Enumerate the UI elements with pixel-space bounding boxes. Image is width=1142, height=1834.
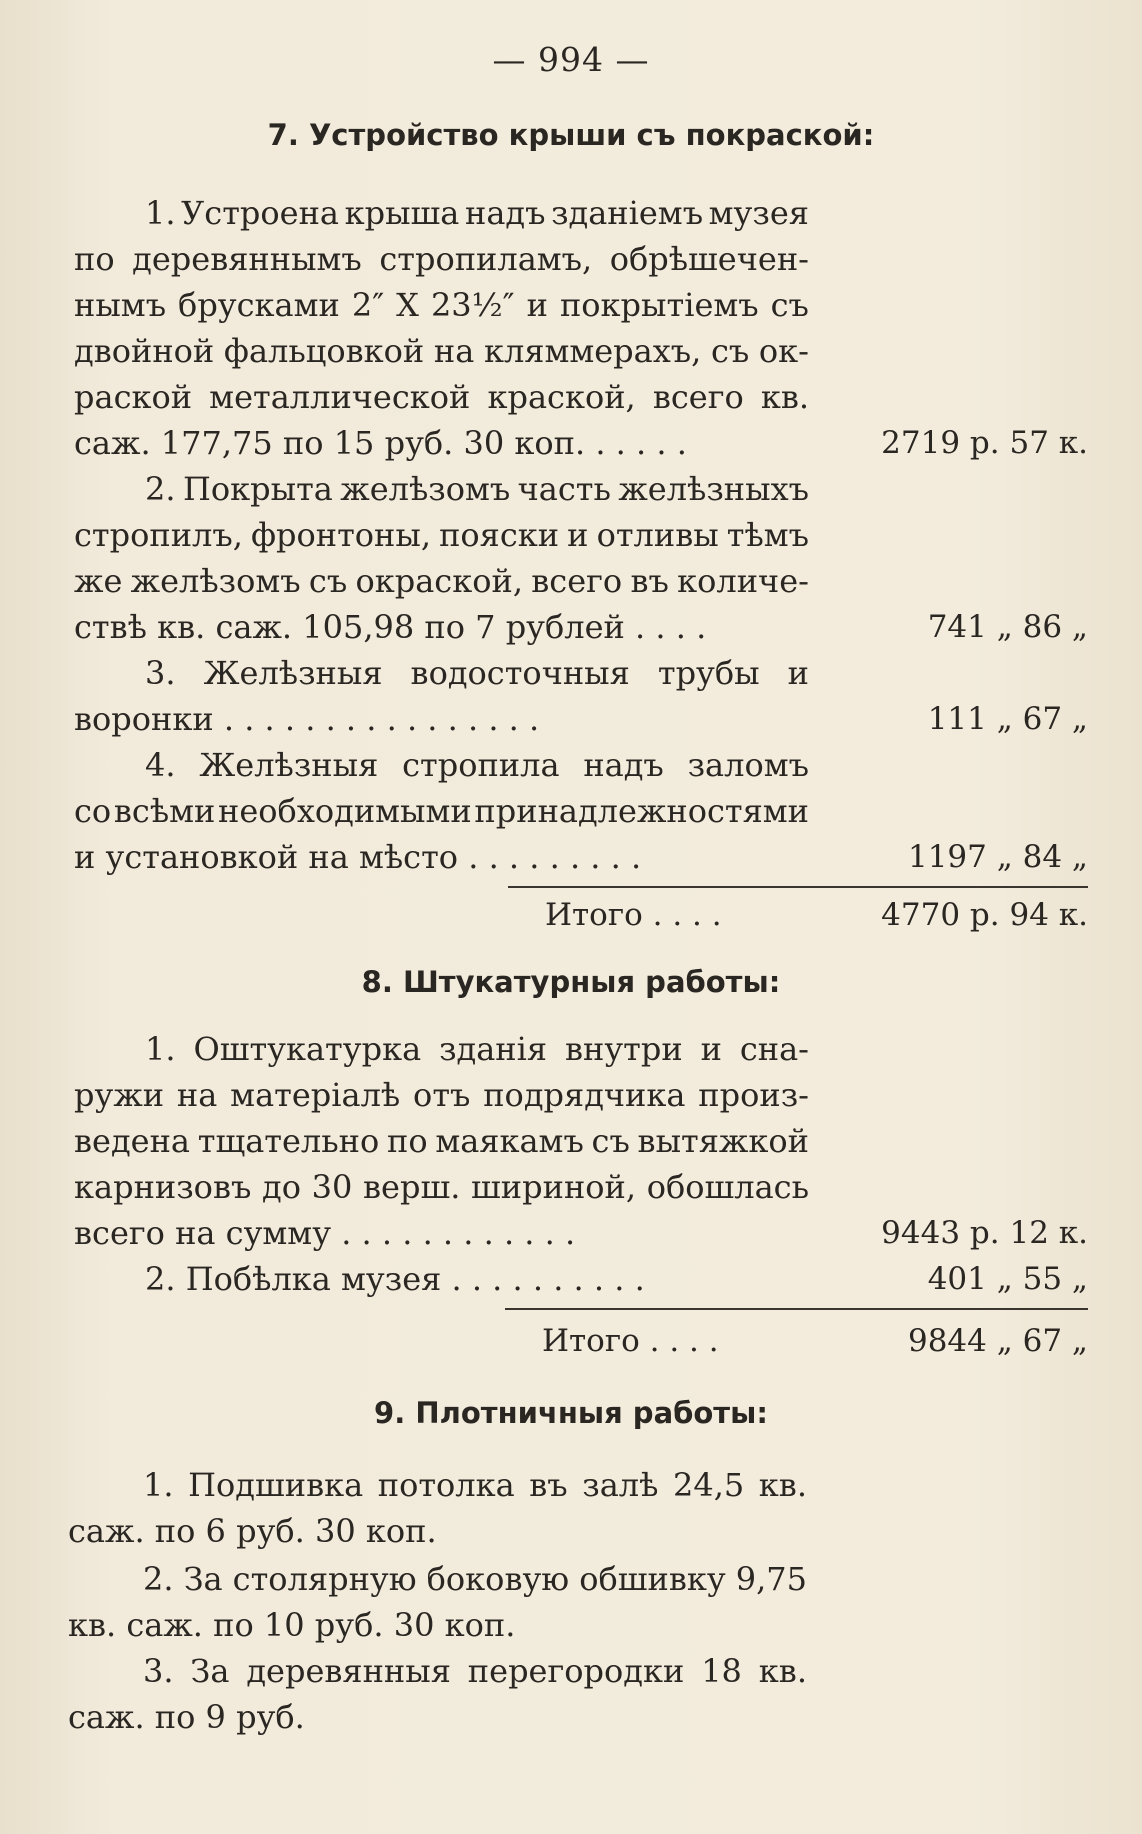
text-line: двойной фальцовкой на кляммерахъ, съ ок- bbox=[74, 332, 809, 370]
text-line: 3. За деревянныя перегородки 18 кв. bbox=[143, 1652, 807, 1690]
page-number: — 994 — bbox=[492, 40, 650, 79]
section-8-heading: 8. Штукатурныя работы: bbox=[361, 965, 781, 999]
text-line: кв. саж. по 10 руб. 30 коп. bbox=[68, 1606, 516, 1644]
section-9-heading: 9. Плотничныя работы: bbox=[374, 1396, 768, 1430]
text-line: 3. Желѣзныя водосточныя трубы и bbox=[145, 654, 809, 692]
text-line: 2. За столярную боковую обшивку 9,75 bbox=[143, 1560, 807, 1598]
section-7-heading: 7. Устройство крыши съ покраской: bbox=[267, 118, 875, 152]
text-line: 4. Желѣзныя стропила надъ заломъ bbox=[145, 746, 809, 784]
text-line: саж. по 6 руб. 30 коп. bbox=[68, 1512, 437, 1550]
sum-rule bbox=[508, 886, 1088, 888]
text-line: 1. Оштукатурка зданія внутри и сна- bbox=[145, 1030, 809, 1068]
amount: 1197 „ 84 „ bbox=[907, 839, 1088, 875]
amount: 9443 р. 12 к. bbox=[881, 1215, 1088, 1251]
text-line: всего на сумму . . . . . . . . . . . . bbox=[74, 1214, 576, 1252]
amount: 111 „ 67 „ bbox=[927, 701, 1088, 737]
text-line: саж. по 9 руб. bbox=[68, 1698, 305, 1736]
text-line: нымъ брусками 2″ X 23½″ и покрытіемъ съ bbox=[74, 286, 809, 324]
text-line: карнизовъ до 30 верш. шириной, обошлась bbox=[74, 1168, 809, 1206]
text-line: ведена тщательно по маякамъ съ вытяжкой bbox=[74, 1122, 809, 1160]
sum-rule bbox=[505, 1308, 1088, 1310]
text-line: воронки . . . . . . . . . . . . . . . . bbox=[74, 700, 540, 738]
amount: 2719 р. 57 к. bbox=[881, 425, 1088, 461]
text-line: саж. 177,75 по 15 руб. 30 коп. . . . . . bbox=[74, 424, 687, 462]
total-label: Итого . . . . bbox=[545, 897, 722, 933]
amount: 401 „ 55 „ bbox=[927, 1261, 1088, 1297]
text-line: по деревяннымъ стропиламъ, обрѣшечен- bbox=[74, 240, 809, 278]
text-line: ствѣ кв. саж. 105,98 по 7 рублей . . . . bbox=[74, 608, 707, 646]
text-line: 2. Побѣлка музея . . . . . . . . . . bbox=[145, 1260, 645, 1298]
text-line: же желѣзомъ съ окраской, всего въ количе- bbox=[74, 562, 809, 600]
text-line: 2. Покрыта желѣзомъ часть желѣзныхъ bbox=[145, 470, 809, 508]
text-line: со всѣми необходимыми принадлежностями bbox=[74, 792, 809, 830]
amount: 741 „ 86 „ bbox=[927, 609, 1088, 645]
text-line: стропилъ, фронтоны, пояски и отливы тѣмъ bbox=[74, 516, 809, 554]
text-line: и установкой на мѣсто . . . . . . . . . bbox=[74, 838, 642, 876]
text-line: раской металлической краской, всего кв. bbox=[74, 378, 809, 416]
text-line: 1. Устроена крыша надъ зданіемъ музея bbox=[145, 194, 809, 232]
total-label: Итого . . . . bbox=[542, 1323, 719, 1359]
text-line: ружи на матеріалѣ отъ подрядчика произ- bbox=[74, 1076, 809, 1114]
total-amount: 9844 „ 67 „ bbox=[907, 1323, 1088, 1359]
text-line: 1. Подшивка потолка въ залѣ 24,5 кв. bbox=[143, 1466, 807, 1504]
total-amount: 4770 р. 94 к. bbox=[881, 897, 1088, 933]
